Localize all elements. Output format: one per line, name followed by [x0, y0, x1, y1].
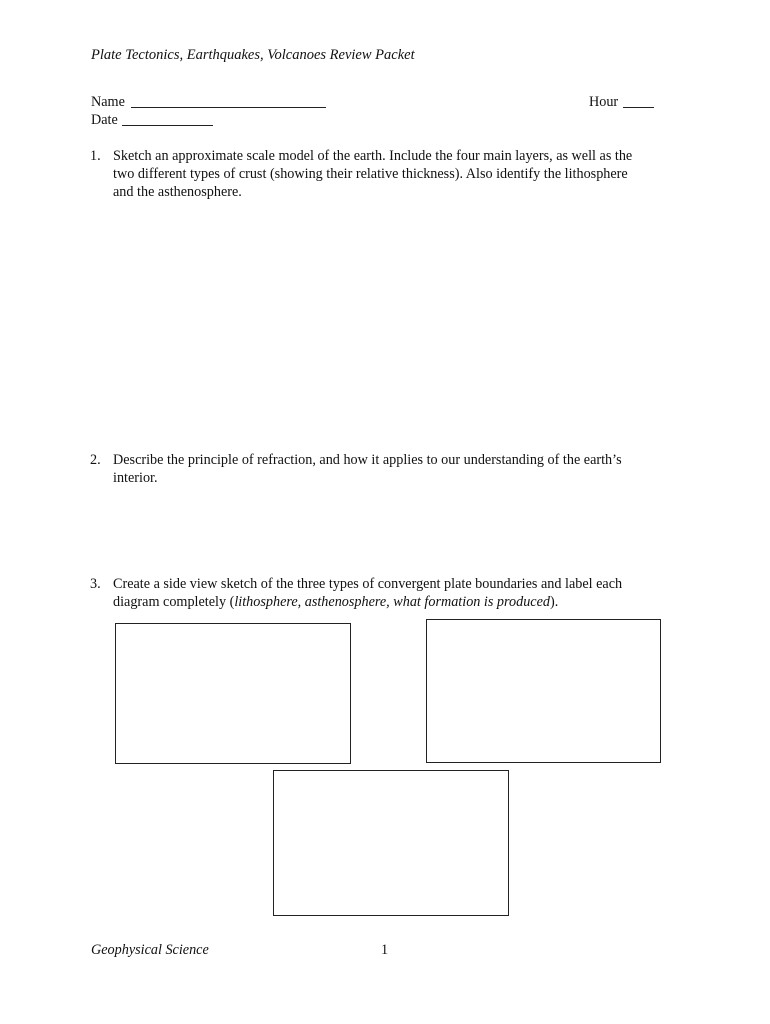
page-title: Plate Tectonics, Earthquakes, Volcanoes Review Packet [91, 47, 415, 63]
sketch-box-right[interactable] [426, 619, 661, 763]
date-field[interactable] [122, 125, 213, 126]
question-line-suffix: ). [550, 594, 559, 610]
question-line-italic: lithosphere, asthenosphere, what formation is produced [234, 594, 550, 610]
date-label: Date [91, 112, 118, 128]
question-text [113, 147, 632, 201]
name-label: Name [91, 94, 125, 110]
sketch-box-bottom[interactable] [273, 770, 509, 916]
page-number: 1 [381, 942, 389, 958]
question-line: interior. [113, 470, 158, 486]
question-line: Describe the principle of refraction, and how it applies to our understanding of the earth’s [113, 452, 622, 468]
question-text [113, 575, 622, 611]
question-number: 2. [90, 452, 101, 468]
question-line: Create a side view sketch of the three types of convergent plate boundaries and label each [113, 576, 623, 592]
sketch-box-left[interactable] [115, 623, 351, 764]
question-2 [90, 451, 690, 491]
question-1 [90, 147, 690, 207]
question-line-prefix: diagram completely ( [113, 594, 235, 610]
hour-label: Hour [589, 94, 619, 110]
question-text [113, 451, 622, 487]
question-line [113, 593, 622, 611]
question-line: and the asthenosphere. [113, 184, 242, 200]
question-line: two different types of crust (showing their relative thickness). Also identify the lithosphere [113, 166, 628, 182]
answer-area-1[interactable] [90, 210, 680, 445]
question-number: 3. [90, 576, 101, 592]
name-field[interactable] [131, 107, 326, 108]
hour-field[interactable] [623, 107, 654, 108]
answer-area-2[interactable] [90, 495, 680, 565]
question-3 [90, 575, 690, 615]
footer-course: Geophysical Science [91, 942, 209, 958]
question-line: Sketch an approximate scale model of the earth. Include the four main layers, as well as the [113, 148, 633, 164]
question-number: 1. [90, 148, 101, 164]
